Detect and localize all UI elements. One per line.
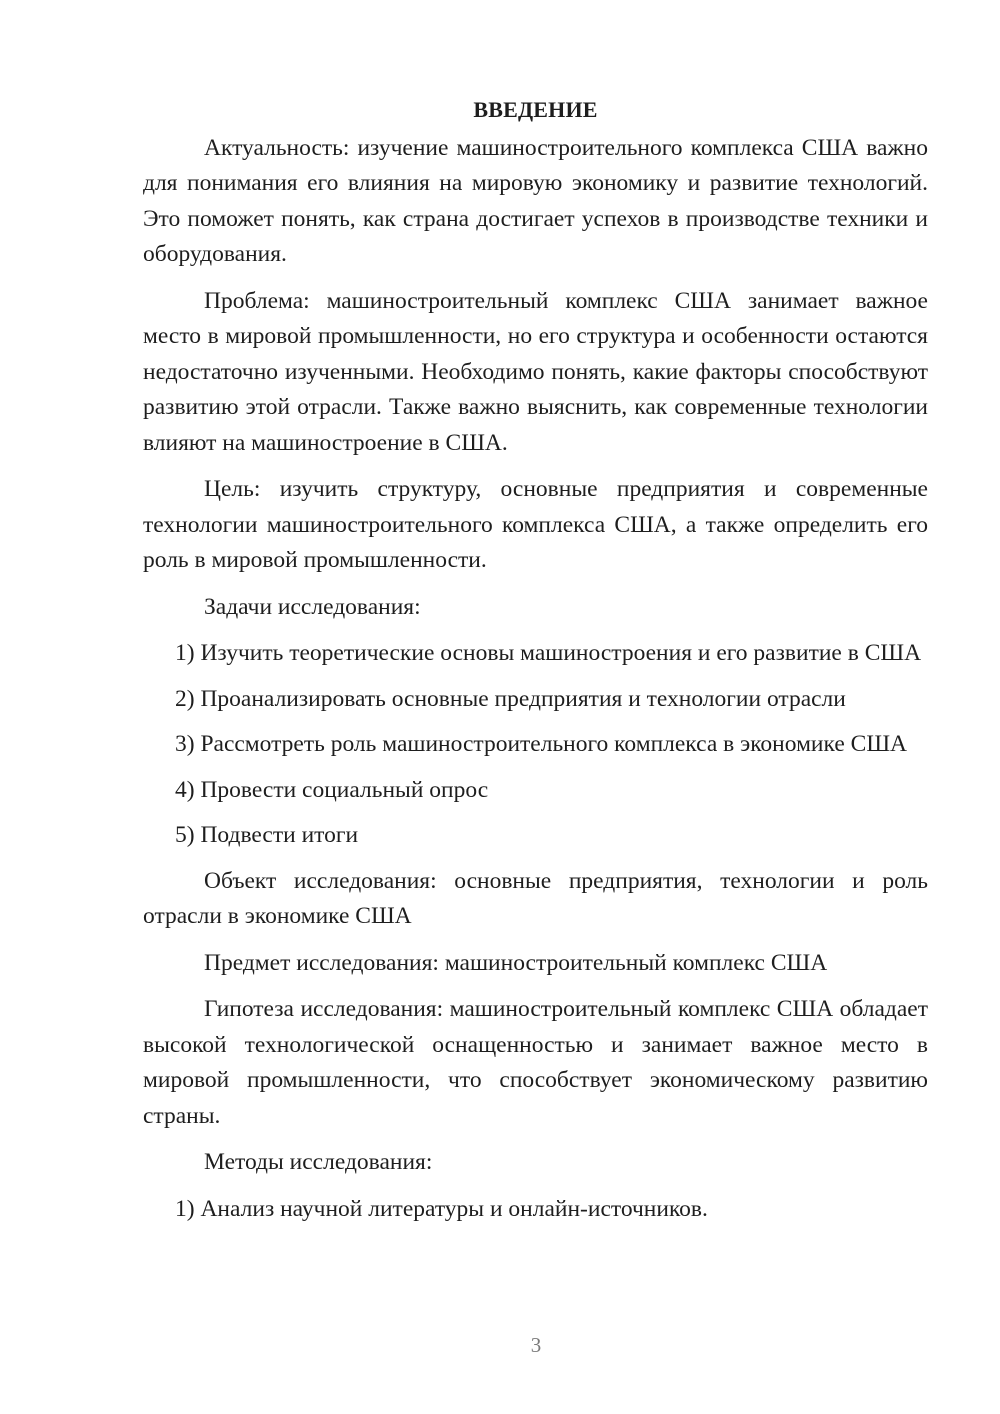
page-title: ВВЕДЕНИЕ: [473, 97, 598, 122]
goal-paragraph: Цель: изучить структуру, основные предприятия и современные технологии машиностроительного комплекса США, а также определить его роль в мировой промышленности.: [143, 476, 928, 573]
task-item-3: 3) Рассмотреть роль машиностроительного комплекса в экономике США: [175, 731, 907, 757]
tasks-heading: Задачи исследования:: [204, 593, 421, 620]
problem-paragraph: Проблема: машиностроительный комплекс США занимает важное место в мировой промышленности, но его структура и особенности остаются недостаточно изученными. Необходимо понять, какие факторы способствуют развитию этой отрасли. Также важно выяснить, как современные технологии влияют на машиностроение в США.: [143, 287, 928, 456]
task-item-4: 4) Провести социальный опрос: [175, 776, 489, 803]
task-item-1: 1) Изучить теоретические основы машиностроения и его развитие в США: [175, 640, 922, 666]
subject-paragraph: Предмет исследования: машиностроительный комплекс США: [204, 949, 828, 976]
hypothesis-paragraph: Гипотеза исследования: машиностроительный комплекс США обладает высокой технологической оснащенностью и занимает важное место в мировой промышленности, что способствует экономическому развитию страны.: [143, 996, 928, 1129]
task-item-5: 5) Подвести итоги: [175, 822, 359, 848]
methods-heading: Методы исследования:: [204, 1149, 433, 1175]
method-item-1: 1) Анализ научной литературы и онлайн-источников.: [175, 1195, 708, 1222]
object-paragraph: Объект исследования: основные предприятия, технологии и роль отрасли в экономике США: [143, 867, 928, 929]
relevance-paragraph: Актуальность: изучение машиностроительного комплекса США важно для понимания его влияния на мировую экономику и развитие технологий. Это поможет понять, как страна достигает успехов в производстве техники и оборудования.: [143, 134, 928, 267]
task-item-2: 2) Проанализировать основные предприятия и технологии отрасли: [175, 685, 846, 712]
page-number: 3: [530, 1333, 542, 1357]
text-area: [143, 92, 928, 1237]
